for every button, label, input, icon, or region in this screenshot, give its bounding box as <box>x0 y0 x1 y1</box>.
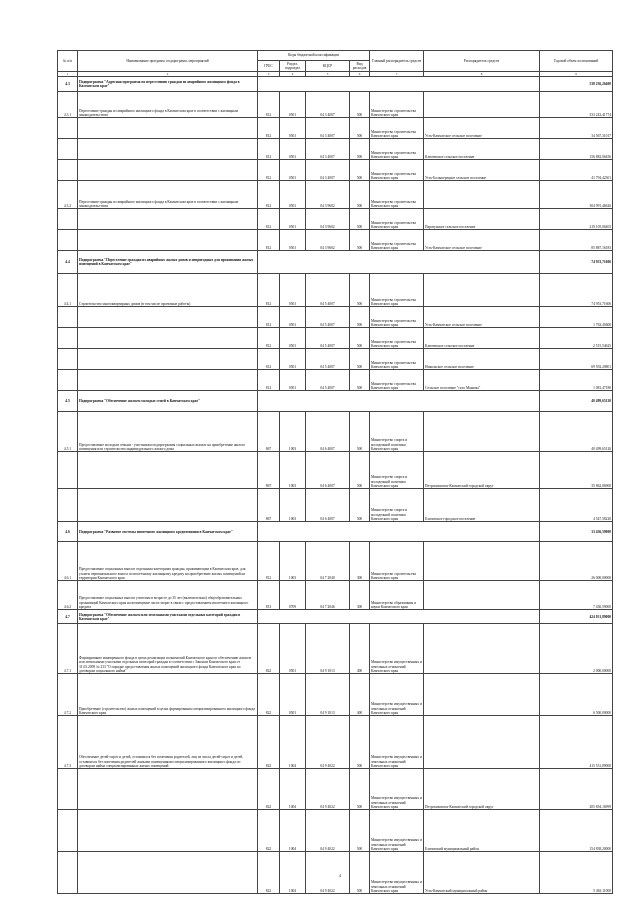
row-receiver: Паратунское сельское поселение <box>424 209 540 230</box>
row-receiver: Елизовское городское поселение <box>424 489 540 522</box>
row-number <box>58 160 78 181</box>
row-number <box>58 230 78 251</box>
row-grbs: 812 <box>258 328 280 349</box>
table-row <box>58 581 613 610</box>
row-grbs: 867 <box>258 452 280 489</box>
row-number: 4.7.3 <box>58 716 78 769</box>
row-number: 4.3 <box>58 77 78 92</box>
row-kcsr: 04 3 4007 <box>306 92 350 118</box>
row-receiver: Усть-Камчатский муниципальный район <box>424 852 540 894</box>
row-amount: 2 000,00000 <box>540 624 613 674</box>
row-kvr: 400 <box>350 624 370 674</box>
row-receiver: Усть-Камчатское сельское поселение <box>424 118 540 139</box>
row-kvr: 500 <box>350 489 370 522</box>
empty-cell <box>258 77 540 92</box>
table-row <box>58 412 613 452</box>
row-kvr: 500 <box>350 160 370 181</box>
row-manager: Министерство строительства Камчатского края <box>370 209 424 230</box>
row-name: Предоставление молодым семьям - участникам подпрограммы социальных выплат на приобретение жилого помещения или строительство индивидуального жилого дома <box>78 412 258 452</box>
row-grbs: 812 <box>258 542 280 581</box>
row-amount: 33 436,59000 <box>540 522 613 542</box>
row-name <box>78 852 258 894</box>
row-kvr: 300 <box>350 581 370 610</box>
row-grbs: 822 <box>258 852 280 894</box>
row-razdel: 1003 <box>280 489 306 522</box>
row-razdel: 0501 <box>280 181 306 209</box>
row-receiver: Усть-Большерецкое сельское поселение <box>424 160 540 181</box>
row-amount: 85 887,16183 <box>540 230 613 251</box>
table-row <box>58 209 613 230</box>
row-grbs: 812 <box>258 230 280 251</box>
row-razdel: 1004 <box>280 769 306 810</box>
row-kcsr: 04 9 4022 <box>306 810 350 852</box>
row-amount: 26 000,00000 <box>540 542 613 581</box>
subprogram-row <box>58 77 613 92</box>
row-receiver: Усть-Камчатское сельское поселение <box>424 230 540 251</box>
row-amount: 35 862,06900 <box>540 452 613 489</box>
row-grbs: 812 <box>258 181 280 209</box>
row-amount: 5 463,11000 <box>540 852 613 894</box>
row-receiver: Петропавловск-Камчатский городской округ <box>424 452 540 489</box>
colnum: 1 <box>58 72 78 77</box>
row-grbs: 812 <box>258 139 280 160</box>
row-amount: 205 694,16999 <box>540 769 613 810</box>
row-manager: Министерство образования и науки Камчатского края <box>370 581 424 610</box>
row-razdel: 0501 <box>280 209 306 230</box>
row-number <box>58 209 78 230</box>
row-receiver <box>424 412 540 452</box>
row-receiver: Сельское поселение "село Манилы" <box>424 370 540 391</box>
row-razdel: 0501 <box>280 92 306 118</box>
row-razdel: 1003 <box>280 452 306 489</box>
row-receiver <box>424 274 540 307</box>
row-manager: Министерство строительства Камчатского края <box>370 160 424 181</box>
row-grbs: 822 <box>258 810 280 852</box>
row-kvr: 500 <box>350 810 370 852</box>
row-grbs: 813 <box>258 581 280 610</box>
row-grbs: 812 <box>258 92 280 118</box>
row-name <box>78 328 258 349</box>
row-kcsr: 04 5 4007 <box>306 370 350 391</box>
table-body <box>58 77 613 894</box>
empty-cell <box>258 610 540 624</box>
row-kvr: 500 <box>350 274 370 307</box>
row-kcsr: 04 7 2040 <box>306 542 350 581</box>
colnum: 5 <box>306 72 350 77</box>
row-kvr: 500 <box>350 307 370 328</box>
empty-cell <box>258 251 540 274</box>
row-razdel: 0501 <box>280 274 306 307</box>
table-row <box>58 852 613 894</box>
header-amount: Годовой объем ассигнований <box>540 51 613 72</box>
row-manager: Министерство имущественных и земельных отношений Камчатского края <box>370 624 424 674</box>
row-kcsr: 04 9 1013 <box>306 674 350 716</box>
row-manager: Министерство имущественных и земельных отношений Камчатского края <box>370 769 424 810</box>
table-row <box>58 716 613 769</box>
row-grbs: 867 <box>258 412 280 452</box>
row-kvr: 500 <box>350 181 370 209</box>
page-number: 4 <box>339 873 341 878</box>
row-kvr: 300 <box>350 542 370 581</box>
row-manager: Министерство строительства Камчатского края <box>370 307 424 328</box>
row-manager: Министерство строительства Камчатского края <box>370 328 424 349</box>
row-name <box>78 452 258 489</box>
header-classification: Коды бюджетной классификации <box>258 51 370 61</box>
row-amount: 424 031,89000 <box>540 610 613 624</box>
row-razdel: 0501 <box>280 230 306 251</box>
row-number: 4.5.1 <box>58 412 78 452</box>
row-receiver <box>424 674 540 716</box>
row-number: 4.4.1 <box>58 274 78 307</box>
table-row <box>58 349 613 370</box>
row-number: 4.7.2 <box>58 674 78 716</box>
row-grbs: 812 <box>258 209 280 230</box>
row-amount: 1 763,45600 <box>540 307 613 328</box>
row-name <box>78 118 258 139</box>
row-kcsr: 04 9 4022 <box>306 716 350 769</box>
row-kcsr: 04 3 4007 <box>306 118 350 139</box>
row-razdel: 1003 <box>280 412 306 452</box>
row-name <box>78 307 258 328</box>
header-kvr: Вид расходов <box>350 61 370 72</box>
row-number: 4.6.1 <box>58 542 78 581</box>
row-kvr: 500 <box>350 328 370 349</box>
row-kvr: 500 <box>350 716 370 769</box>
header-manager: Главный распорядитель средств <box>370 51 424 72</box>
row-manager: Министерство строительства Камчатского края <box>370 230 424 251</box>
colnum: 6 <box>350 72 370 77</box>
row-amount: 34 567,31017 <box>540 118 613 139</box>
row-number <box>58 452 78 489</box>
row-kcsr: 04 5 4007 <box>306 328 350 349</box>
row-manager: Министерство строительства Камчатского края <box>370 349 424 370</box>
row-receiver: Елизовский муниципальный район <box>424 810 540 852</box>
row-name <box>78 489 258 522</box>
table-row <box>58 810 613 852</box>
row-manager: Министерство строительства Камчатского края <box>370 139 424 160</box>
row-razdel: 0501 <box>280 307 306 328</box>
header-grbs: ГРБС <box>258 61 280 72</box>
header-razdel: Раздел, подраздел <box>280 61 306 72</box>
row-razdel: 0501 <box>280 624 306 674</box>
row-number: 4.7 <box>58 610 78 624</box>
row-manager: Министерство спорта и молодежной политики Камчатского края <box>370 452 424 489</box>
row-kcsr: 04 6 4007 <box>306 489 350 522</box>
empty-cell <box>258 522 540 542</box>
row-razdel: 1003 <box>280 542 306 581</box>
row-kcsr: 04 6 4007 <box>306 452 350 489</box>
colnum: 4 <box>280 72 306 77</box>
row-number <box>58 370 78 391</box>
row-grbs: 822 <box>258 674 280 716</box>
row-number <box>58 349 78 370</box>
row-name <box>78 370 258 391</box>
row-name <box>78 209 258 230</box>
row-number <box>58 769 78 810</box>
row-number <box>58 328 78 349</box>
row-number: 4.6.2 <box>58 581 78 610</box>
row-razdel: 1004 <box>280 716 306 769</box>
row-manager: Министерство спорта и молодежной политики Камчатского края <box>370 489 424 522</box>
row-receiver <box>424 716 540 769</box>
row-kvr: 500 <box>350 349 370 370</box>
row-manager: Министерство имущественных и земельных отношений Камчатского края <box>370 674 424 716</box>
row-manager: Министерство строительства Камчатского края <box>370 118 424 139</box>
row-receiver <box>424 181 540 209</box>
row-number: 4.3.2 <box>58 181 78 209</box>
row-razdel: 0501 <box>280 349 306 370</box>
row-kcsr: 04 5 4007 <box>306 349 350 370</box>
header-receiver: Распорядитель средств <box>424 51 540 72</box>
row-kvr: 500 <box>350 852 370 894</box>
row-kcsr: 04 3 9602 <box>306 209 350 230</box>
row-number <box>58 852 78 894</box>
colnum: 3 <box>258 72 280 77</box>
row-number <box>58 489 78 522</box>
row-name <box>78 349 258 370</box>
row-receiver <box>424 624 540 674</box>
table-row <box>58 370 613 391</box>
row-amount: 154 838,20000 <box>540 810 613 852</box>
row-razdel: 1004 <box>280 810 306 852</box>
row-receiver: Ключевское сельское поселение <box>424 139 540 160</box>
row-name: Переселение граждан из аварийного жилищного фонда в Камчатском крае в соответствии с жилищным законодательством <box>78 92 258 118</box>
table-row <box>58 452 613 489</box>
row-kvr: 500 <box>350 118 370 139</box>
row-name: Предоставление социальных выплат отдельным категориям граждан, проживающим в Камчатском крае, для уплаты первоначального взноса по ипотечному жилищному кредиту на приобретение жилых помещений на территории Камчатского края <box>78 542 258 581</box>
row-manager: Министерство строительства Камчатского края <box>370 92 424 118</box>
row-amount: 69 592,20801 <box>540 349 613 370</box>
row-kcsr: 04 3 9602 <box>306 181 350 209</box>
row-manager: Министерство имущественных и земельных отношений Камчатского края <box>370 810 424 852</box>
row-number <box>58 139 78 160</box>
row-name <box>78 769 258 810</box>
subprogram-name: Подпрограмма "Переселение граждан из аварийных жилых домов и непригодных для проживания жилых помещений в Камчатском крае" <box>78 251 258 274</box>
table-row <box>58 118 613 139</box>
table-row <box>58 92 613 118</box>
row-amount: 219 105,06403 <box>540 209 613 230</box>
row-number: 4.4 <box>58 251 78 274</box>
subprogram-row <box>58 610 613 624</box>
table-row <box>58 307 613 328</box>
row-razdel: 0501 <box>280 370 306 391</box>
table-row <box>58 160 613 181</box>
row-manager: Министерство имущественных и земельных отношений Камчатского края <box>370 716 424 769</box>
subprogram-name: Подпрограмма "Адресная программа по переселению граждан из аварийного жилищного фонда в Камчатском крае" <box>78 77 258 92</box>
row-receiver <box>424 542 540 581</box>
row-grbs: 822 <box>258 716 280 769</box>
row-razdel: 0501 <box>280 160 306 181</box>
row-amount: 415 531,89000 <box>540 716 613 769</box>
row-amount: 533 243,41774 <box>540 92 613 118</box>
subprogram-name: Подпрограмма "Обеспечение жильем молодых семей в Камчатском крае" <box>78 391 258 412</box>
row-name: Переселение граждан из аварийного жилищного фонда в Камчатском крае в соответствии с жилищным законодательством <box>78 181 258 209</box>
row-name: Предоставление социальных выплат учителям в возрасте до 35 лет (включительно) общеобразовательных организаций Камчатского края на возмещение части затрат в связи с предоставлением ипотечного жилищного кредита <box>78 581 258 610</box>
row-kvr: 500 <box>350 370 370 391</box>
table-row <box>58 230 613 251</box>
row-kcsr: 04 3 4007 <box>306 139 350 160</box>
row-amount: 40 499,65120 <box>540 391 613 412</box>
row-name: Формирование маневренного фонда в целях реализации полномочий Камчатского края по обеспечению жильем или земельными участками отдельных категорий граждан в соответствии с Законом Камчатского края от 31.03.2009 № 233 "О порядке предоставления жилых помещений жилищного фонда Камчатского края по договорам социального найма" <box>78 624 258 674</box>
row-manager: Министерство строительства Камчатского края <box>370 542 424 581</box>
row-grbs: 812 <box>258 307 280 328</box>
row-razdel: 1004 <box>280 852 306 894</box>
row-razdel: 0501 <box>280 118 306 139</box>
row-name <box>78 160 258 181</box>
row-amount: 6 500,00000 <box>540 674 613 716</box>
row-amount: 41 794,42301 <box>540 160 613 181</box>
row-amount: 1 081,47180 <box>540 370 613 391</box>
row-name <box>78 810 258 852</box>
row-number <box>58 118 78 139</box>
subprogram-row <box>58 391 613 412</box>
row-kcsr: 04 6 4007 <box>306 412 350 452</box>
row-manager: Министерство строительства Камчатского края <box>370 181 424 209</box>
colnum: 8 <box>424 72 540 77</box>
row-name: Строительство многоквартирных домов (в том числе проектные работы) <box>78 274 258 307</box>
row-manager: Министерство имущественных и земельных отношений Камчатского края <box>370 852 424 894</box>
row-receiver: Петропавловск-Камчатский городской округ <box>424 769 540 810</box>
subprogram-row <box>58 251 613 274</box>
row-receiver <box>424 92 540 118</box>
row-name: Приобретение (строительство) жилых помещений в целях формирования специализированного жилищного фонда Камчатского края <box>78 674 258 716</box>
row-kcsr: 04 3 9602 <box>306 230 350 251</box>
subprogram-row <box>58 522 613 542</box>
table-row <box>58 624 613 674</box>
row-amount: 538 236,26400 <box>540 77 613 92</box>
row-grbs: 867 <box>258 489 280 522</box>
row-razdel: 0501 <box>280 674 306 716</box>
subprogram-name: Подпрограмма "Обеспечение жильем или земельными участками отдельных категорий граждан в Камчатском крае" <box>78 610 258 624</box>
table-row <box>58 139 613 160</box>
row-grbs: 812 <box>258 349 280 370</box>
colnum: 7 <box>370 72 424 77</box>
row-kcsr: 04 9 4022 <box>306 769 350 810</box>
header-num: № п/п <box>58 51 78 72</box>
row-kcsr: 04 5 4007 <box>306 307 350 328</box>
row-number: 4.6 <box>58 522 78 542</box>
row-kvr: 400 <box>350 674 370 716</box>
row-kcsr: 04 9 4022 <box>306 852 350 894</box>
row-kvr: 500 <box>350 139 370 160</box>
row-kvr: 500 <box>350 412 370 452</box>
row-grbs: 812 <box>258 274 280 307</box>
table-row <box>58 769 613 810</box>
colnum: 9 <box>540 72 613 77</box>
row-name: Обеспечение детей-сирот и детей, оставшихся без попечения родителей, лиц из числа детей-сирот и детей, оставшихся без попечения родителей жилыми помещениями специализированного жилищного фонда по договорам найма специализированных жилых помещений <box>78 716 258 769</box>
row-manager: Министерство строительства Камчатского края <box>370 274 424 307</box>
empty-cell <box>258 391 540 412</box>
table-row <box>58 274 613 307</box>
row-amount: 74 953,71606 <box>540 274 613 307</box>
header-name: Наименование программ, подпрограмм, мероприятий <box>78 51 258 72</box>
row-grbs: 812 <box>258 160 280 181</box>
row-amount: 74 953,71606 <box>540 251 613 274</box>
row-kcsr: 04 3 4007 <box>306 160 350 181</box>
table-header-row <box>58 51 613 61</box>
row-kcsr: 04 5 4007 <box>306 274 350 307</box>
row-amount: 304 991,46626 <box>540 181 613 209</box>
budget-table <box>57 50 613 894</box>
header-kcsr: КЦСР <box>306 61 350 72</box>
row-grbs: 812 <box>258 118 280 139</box>
row-name <box>78 139 258 160</box>
table-row <box>58 489 613 522</box>
table-row <box>58 328 613 349</box>
row-manager: Министерство спорта и молодежной политики Камчатского края <box>370 412 424 452</box>
row-number <box>58 810 78 852</box>
row-amount: 156 882,06456 <box>540 139 613 160</box>
row-receiver <box>424 581 540 610</box>
row-kvr: 500 <box>350 452 370 489</box>
table-row <box>58 542 613 581</box>
row-amount: 7 436,59000 <box>540 581 613 610</box>
row-amount: 40 499,65120 <box>540 412 613 452</box>
row-receiver: Никольское сельское поселение <box>424 349 540 370</box>
row-kvr: 500 <box>350 92 370 118</box>
row-kvr: 500 <box>350 230 370 251</box>
row-grbs: 822 <box>258 769 280 810</box>
row-receiver: Усть-Камчатское сельское поселение <box>424 307 540 328</box>
row-razdel: 0709 <box>280 581 306 610</box>
row-amount: 4 547,58220 <box>540 489 613 522</box>
row-number: 4.5 <box>58 391 78 412</box>
row-number <box>58 307 78 328</box>
row-manager: Министерство строительства Камчатского края <box>370 370 424 391</box>
row-grbs: 822 <box>258 624 280 674</box>
row-number: 4.3.1 <box>58 92 78 118</box>
row-amount: 2 515,54625 <box>540 328 613 349</box>
row-number: 4.7.1 <box>58 624 78 674</box>
row-kvr: 500 <box>350 209 370 230</box>
row-grbs: 812 <box>258 370 280 391</box>
row-razdel: 0501 <box>280 328 306 349</box>
row-receiver: Ключевское сельское поселение <box>424 328 540 349</box>
row-name <box>78 230 258 251</box>
row-razdel: 0501 <box>280 139 306 160</box>
row-kcsr: 04 7 2046 <box>306 581 350 610</box>
table-row <box>58 674 613 716</box>
subprogram-name: Подпрограмма "Развитие системы ипотечного жилищного кредитования в Камчатском крае" <box>78 522 258 542</box>
table-row <box>58 181 613 209</box>
colnum: 2 <box>78 72 258 77</box>
row-kvr: 500 <box>350 769 370 810</box>
row-kcsr: 04 9 1013 <box>306 624 350 674</box>
